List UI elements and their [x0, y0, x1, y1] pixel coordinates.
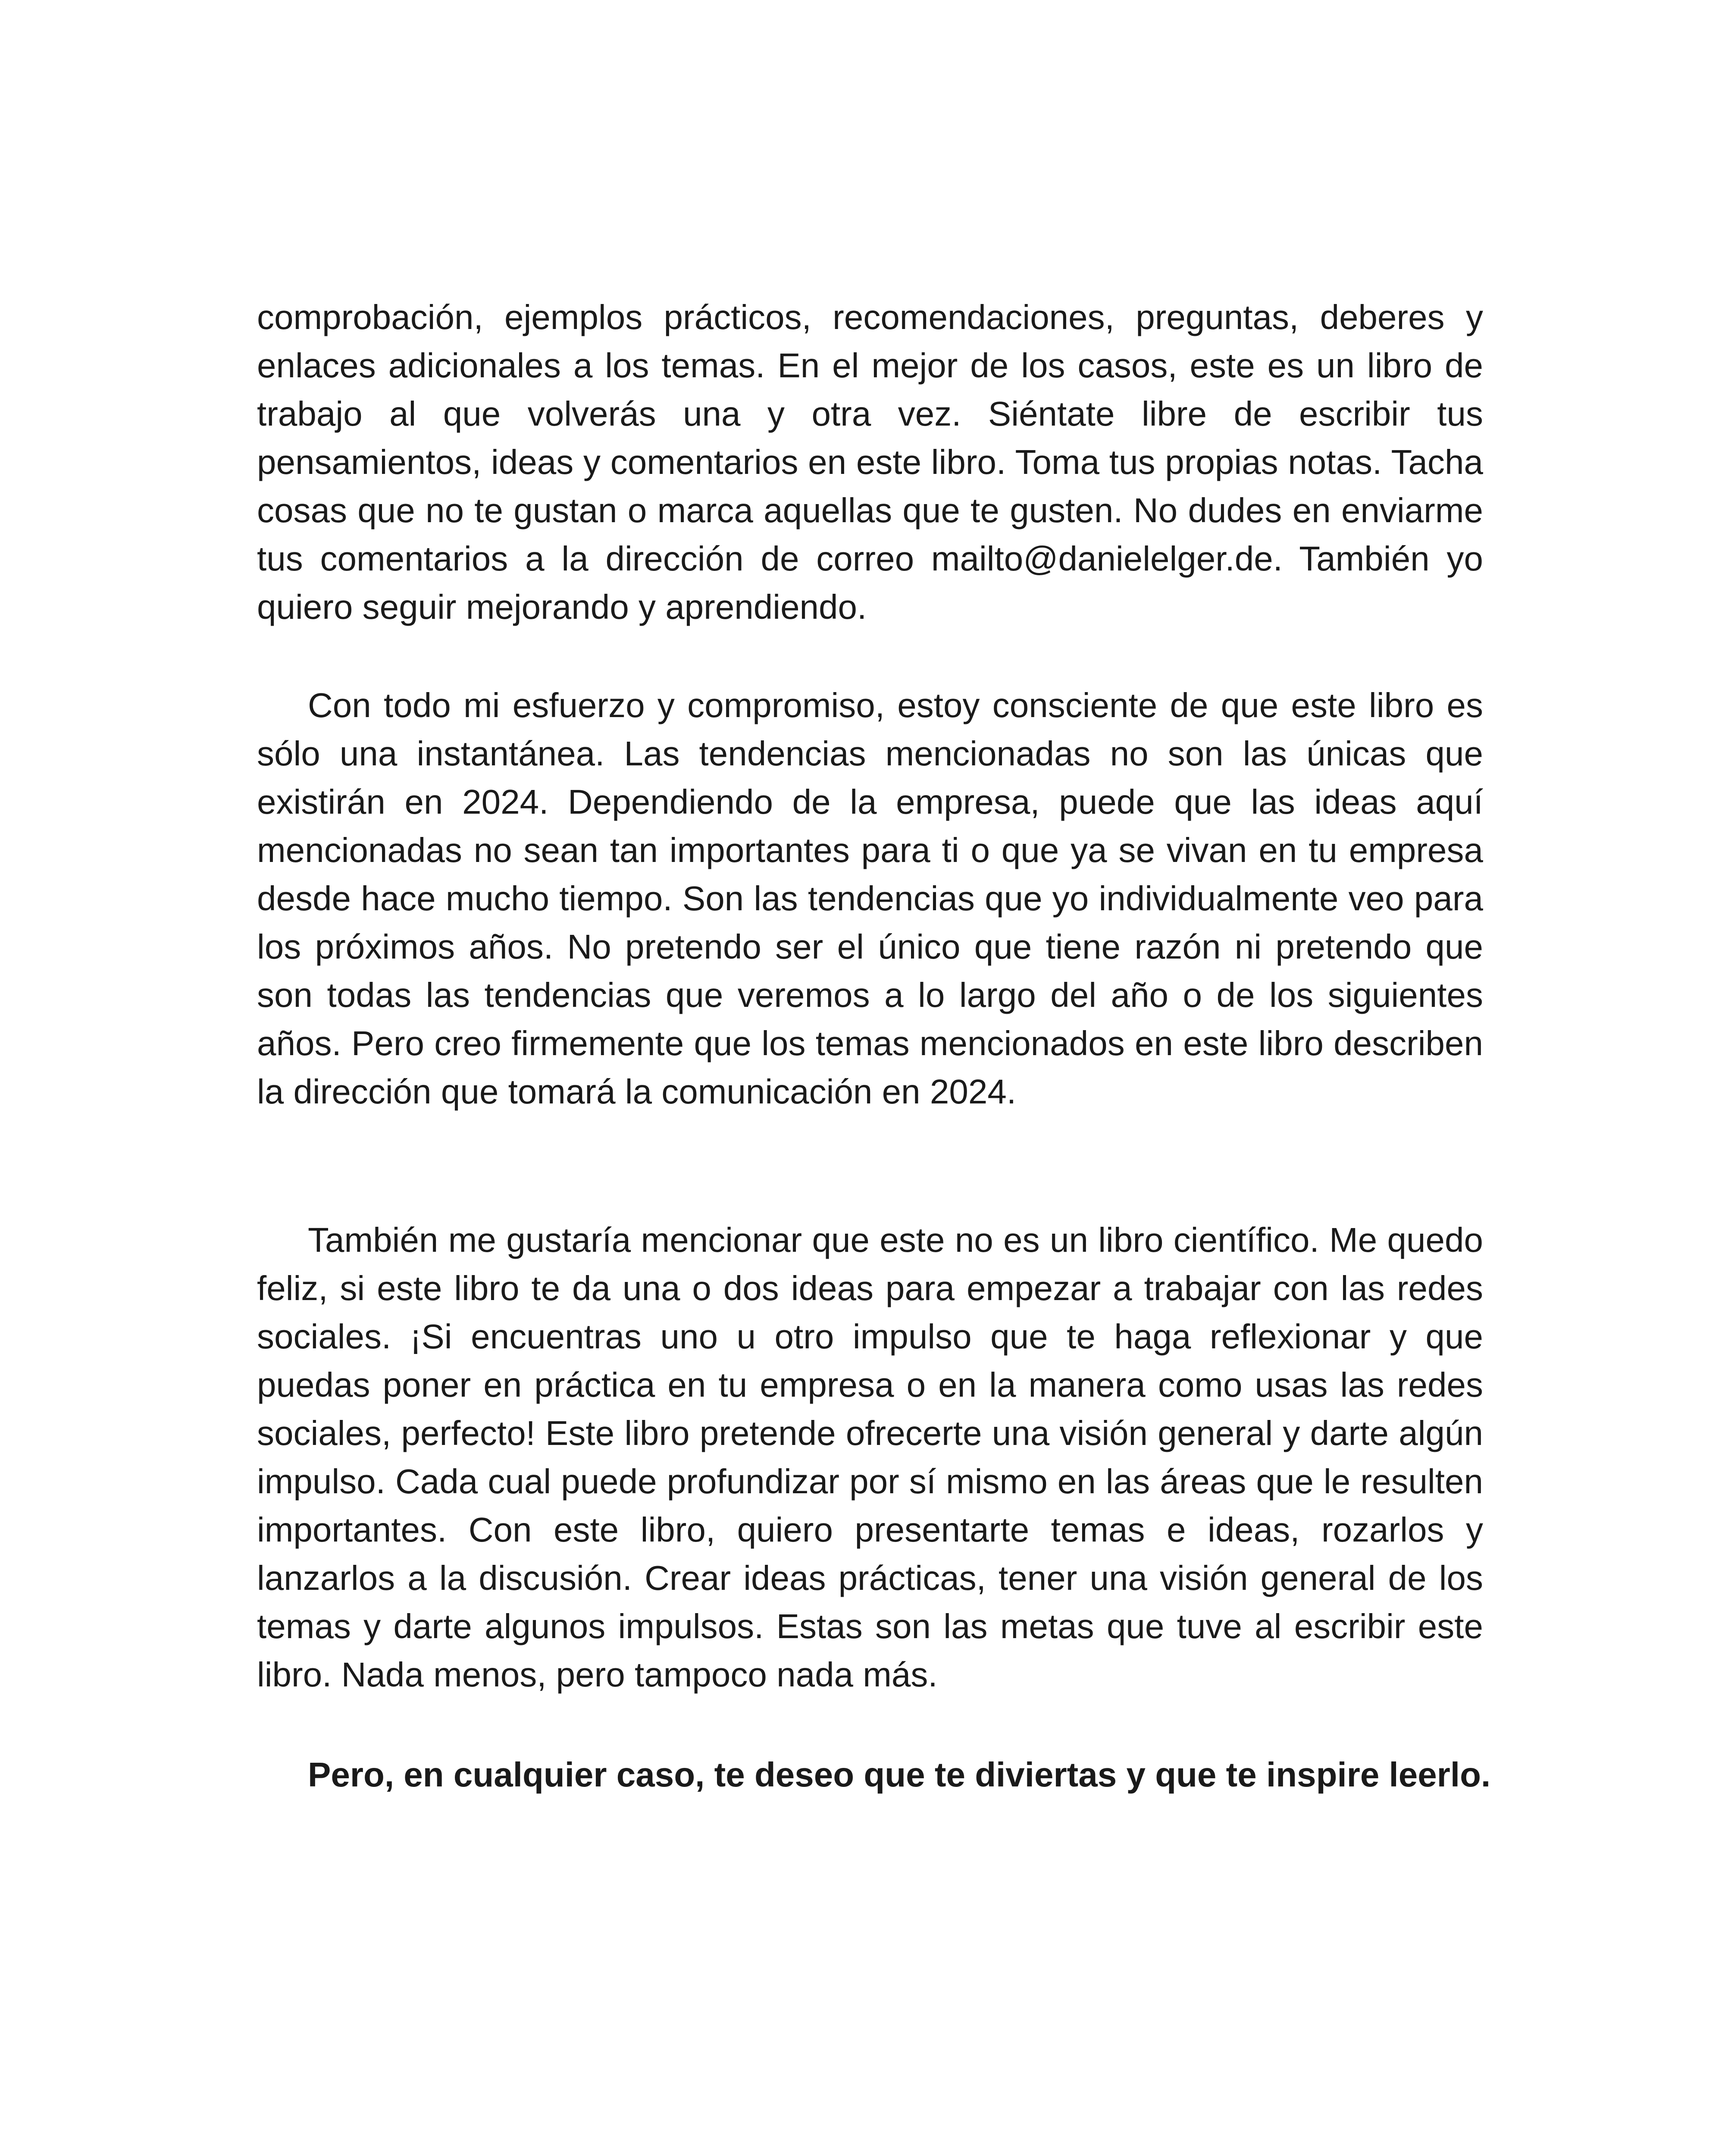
paragraph-2: Con todo mi esfuerzo y compromiso, estoy consciente de que este libro es sólo una instantánea. Las tendencias mencionadas no son las únicas que existirán en 2024. Dependiendo de la empresa, puede que las ideas aquí mencionadas no sean tan importantes para ti o que ya se vivan en tu empresa desde hace mucho tiempo. Son las tendencias que yo individualmente veo para los próximos años. No pretendo ser el único que tiene razón ni pretendo que son todas las tendencias que veremos a lo largo del año o de los siguientes años. Pero creo firmemente que los temas mencionados en este libro describen la dirección que tomará la comunicación en 2024. [257, 686, 1483, 1111]
paragraph-3: También me gustaría mencionar que este no es un libro científico. Me quedo feliz, si este libro te da una o dos ideas para empezar a trabajar con las redes sociales. ¡Si encuentras uno u otro impulso que te haga reflexionar y que puedas poner en práctica en tu empresa o en la manera como usas las redes sociales, perfecto! Este libro pretende ofrecerte una visión general y darte algún impulso. Cada cual puede profundizar por sí mismo en las áreas que le resulten importantes. Con este libro, quiero presentarte temas e ideas, rozarlos y lanzarlos a la discusión. Crear ideas prácticas, tener una visión general de los temas y darte algunos impulsos. Estas son las metas que tuve al escribir este libro. Nada menos, pero tampoco nada más. [257, 1221, 1483, 1694]
paragraph-1: comprobación, ejemplos prácticos, recomendaciones, preguntas, deberes y enlaces adicionales a los temas. En el mejor de los casos, este es un libro de trabajo al que volverás una y otra vez. Siéntate libre de escribir tus pensamientos, ideas y comentarios en este libro. Toma tus propias notas. Tacha cosas que no te gustan o marca aquellas que te gusten. No dudes en enviarme tus comentarios a la dirección de correo mailto@danielelger.de. También yo quiero seguir mejorando y aprendiendo. [257, 298, 1483, 626]
closing-paragraph: Pero, en cualquier caso, te deseo que te diviertas y que te inspire leerlo. [308, 1755, 1491, 1794]
